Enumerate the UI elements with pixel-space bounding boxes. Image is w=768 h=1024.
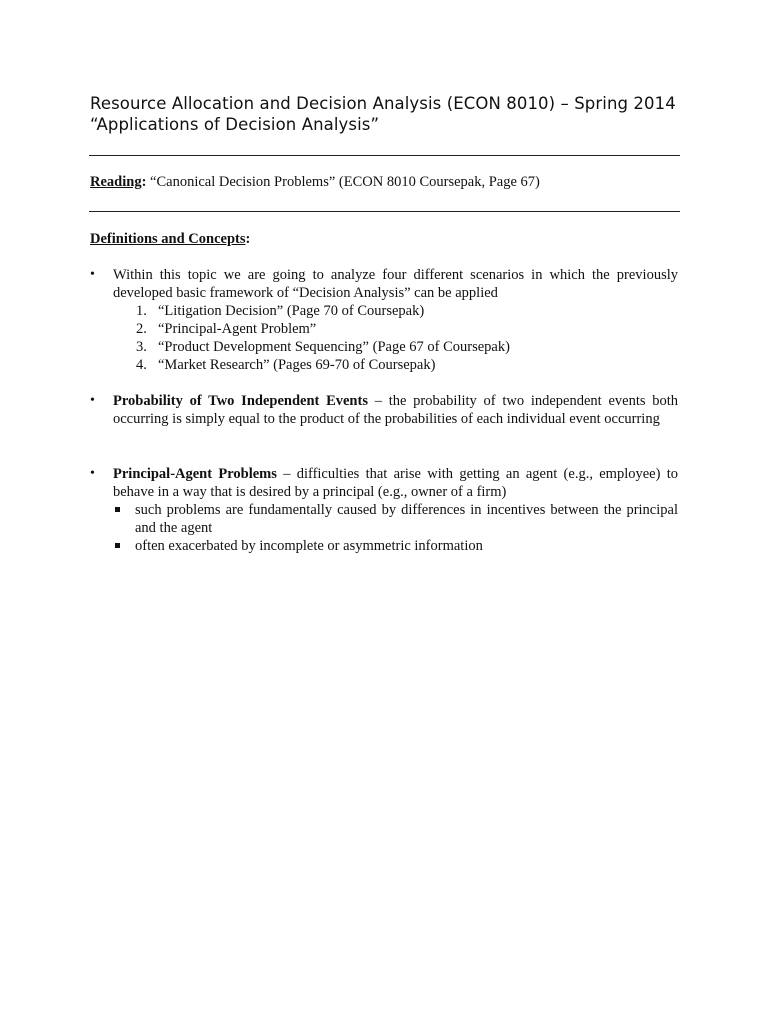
principal-agent-sublist (113, 501, 678, 555)
bullet-scenarios-text: Within this topic we are going to analyze four different scenarios in which the previously developed basic framework of “Decision Analysis” can be applied (113, 267, 678, 301)
list-item-text: “Principal-Agent Problem” (158, 321, 317, 337)
list-item (113, 501, 678, 537)
list-item-text: “Litigation Decision” (Page 70 of Coursepak) (158, 303, 425, 319)
definitions-heading (90, 230, 250, 248)
reading-colon: : (141, 174, 147, 190)
list-item-text: often exacerbated by incomplete or asymmetric information (135, 538, 483, 554)
definitions-heading-text: Definitions and Concepts (90, 231, 246, 247)
reading-line (90, 173, 680, 191)
bullet-principal-agent-text (113, 465, 678, 501)
probability-definition: – the probability of two independent events both occurring is simply equal to the product of the probabilities of each individual event occurring (113, 393, 679, 427)
list-item-number: 2. (136, 321, 147, 337)
list-item (136, 320, 656, 338)
principal-agent-term: Principal-Agent Problems (113, 466, 277, 482)
square-bullet-icon (115, 543, 120, 548)
scenario-list (136, 302, 656, 374)
definitions-heading-colon: : (245, 231, 251, 247)
reading-label: Reading (90, 174, 142, 190)
title-course-line: Resource Allocation and Decision Analysis (ECON 8010) – Spring 2014 (90, 94, 676, 113)
square-bullet-icon (115, 507, 120, 512)
list-item-number: 3. (136, 339, 147, 355)
list-item (136, 338, 656, 356)
reading-text: “Canonical Decision Problems” (ECON 8010 Coursepak, Page 67) (146, 174, 540, 190)
list-item-number: 1. (136, 303, 147, 319)
list-item (113, 537, 678, 555)
list-item-text: “Product Development Sequencing” (Page 67 of Coursepak) (158, 339, 510, 355)
divider-bottom (89, 211, 680, 212)
bullet-marker: • (90, 393, 95, 408)
bullet-probability-text (113, 392, 678, 428)
list-item-text: “Market Research” (Pages 69-70 of Coursepak) (158, 357, 436, 373)
bullet-marker: • (90, 466, 95, 481)
list-item (136, 356, 656, 374)
probability-term: Probability of Two Independent Events (113, 393, 368, 409)
principal-agent-definition: – difficulties that arise with getting an agent (e.g., employee) to behave in a way that is desired by a principal (e.g., owner of a firm) (113, 466, 678, 500)
list-item (136, 302, 656, 320)
title-topic-line: “Applications of Decision Analysis” (90, 115, 380, 134)
list-item-text: such problems are fundamentally caused by differences in incentives between the principal and the agent (135, 502, 678, 536)
document-title (90, 93, 680, 135)
list-item-number: 4. (136, 357, 147, 373)
divider-top (89, 155, 680, 156)
bullet-marker: • (90, 267, 95, 282)
